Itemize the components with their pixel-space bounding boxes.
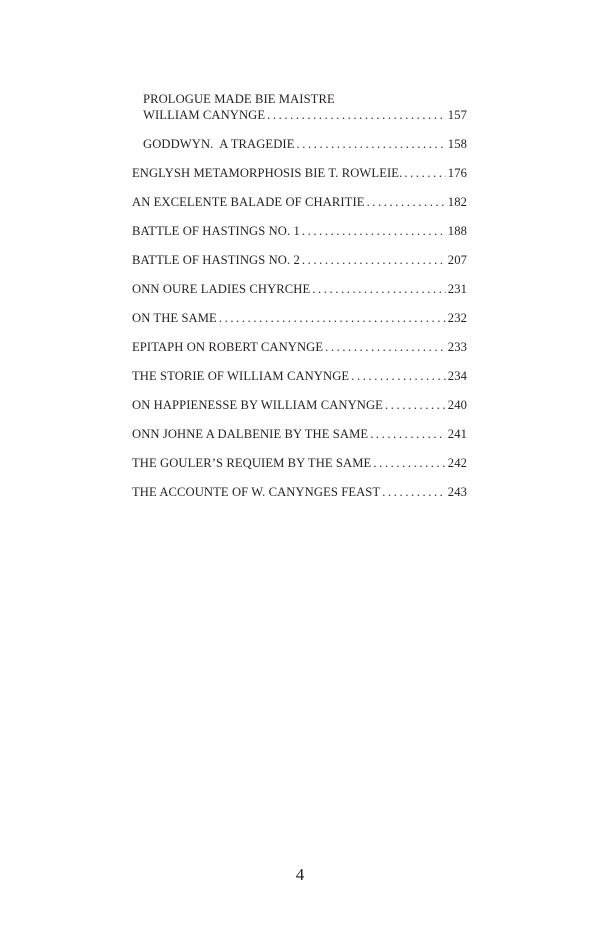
- leader-dots: [404, 165, 445, 181]
- toc-entry: [132, 107, 467, 123]
- toc-entry: [132, 426, 467, 442]
- leader-dots: [325, 339, 446, 355]
- toc-entry: [132, 484, 467, 500]
- leader-dots: [370, 426, 446, 442]
- toc-entry-page: 241: [447, 427, 467, 441]
- toc-entry-prologue-heading: [132, 91, 467, 107]
- toc-entry-page: 240: [447, 398, 467, 412]
- toc-entry: [132, 397, 467, 413]
- leader-dots: [367, 194, 446, 210]
- leader-dots: [385, 397, 446, 413]
- toc-entry-page: 231: [447, 282, 467, 296]
- page-number: 4: [295, 865, 305, 884]
- leader-dots: [219, 310, 446, 326]
- leader-dots: [351, 368, 446, 384]
- toc-entry: [132, 194, 467, 210]
- toc-entry-title: WILLIAM CANYNGE: [143, 108, 266, 122]
- toc-entry-title: BATTLE OF HASTINGS NO. 2: [132, 253, 300, 267]
- toc-entry: [132, 339, 467, 355]
- toc-entry: [132, 223, 467, 239]
- toc-entry-page: 233: [447, 340, 467, 354]
- toc-entry-title: ON HAPPIENESSE BY WILLIAM CANYNGE: [132, 398, 383, 412]
- leader-dots: [302, 252, 446, 268]
- leader-dots: [267, 107, 446, 123]
- toc-entry-title: ONN JOHNE A DALBENIE BY THE SAME: [132, 427, 369, 441]
- toc-entry-page: 242: [447, 456, 467, 470]
- toc-entry: [132, 455, 467, 471]
- leader-dots: [373, 455, 445, 471]
- toc-entry: [132, 252, 467, 268]
- toc-entry-title: ENGLYSH METAMORPHOSIS BIE T. ROWLEIE.: [132, 166, 403, 180]
- toc-entry-title: ONN OURE LADIES CHYRCHE: [132, 282, 311, 296]
- toc-entry-title: THE GOULER’S REQUIEM BY THE SAME: [132, 456, 372, 470]
- toc-entry-title: AN EXCELENTE BALADE OF CHARITIE: [132, 195, 365, 209]
- toc-entry: [132, 368, 467, 384]
- toc-entry-title: BATTLE OF HASTINGS NO. 1: [132, 224, 300, 238]
- leader-dots: [382, 484, 446, 500]
- toc-entry-page: 234: [447, 369, 467, 383]
- toc-entry-page: 232: [447, 311, 467, 325]
- leader-dots: [312, 281, 446, 297]
- toc-entry: [132, 310, 467, 326]
- toc-entry-title: PROLOGUE MADE BIE MAISTRE: [143, 92, 335, 106]
- toc-entry-title: GODDWYN. A TRAGEDIE: [143, 137, 295, 151]
- toc-entry-title: THE ACCOUNTE OF W. CANYNGES FEAST: [132, 485, 381, 499]
- toc-entry-page: 158: [447, 137, 467, 151]
- table-of-contents: [132, 91, 467, 500]
- toc-entry-page: 182: [447, 195, 467, 209]
- toc-entry-page: 157: [447, 108, 467, 122]
- toc-entry: [132, 281, 467, 297]
- toc-entry-page: 188: [447, 224, 467, 238]
- leader-dots: [296, 136, 445, 152]
- toc-entry: [132, 136, 467, 152]
- toc-entry-page: 176: [447, 166, 467, 180]
- toc-entry-title: THE STORIE OF WILLIAM CANYNGE: [132, 369, 350, 383]
- toc-entry: [132, 165, 467, 181]
- toc-entry-title: ON THE SAME: [132, 311, 217, 325]
- toc-entry-page: 243: [447, 485, 467, 499]
- leader-dots: [302, 223, 446, 239]
- toc-entry-title: EPITAPH ON ROBERT CANYNGE: [132, 340, 324, 354]
- toc-entry-page: 207: [447, 253, 467, 267]
